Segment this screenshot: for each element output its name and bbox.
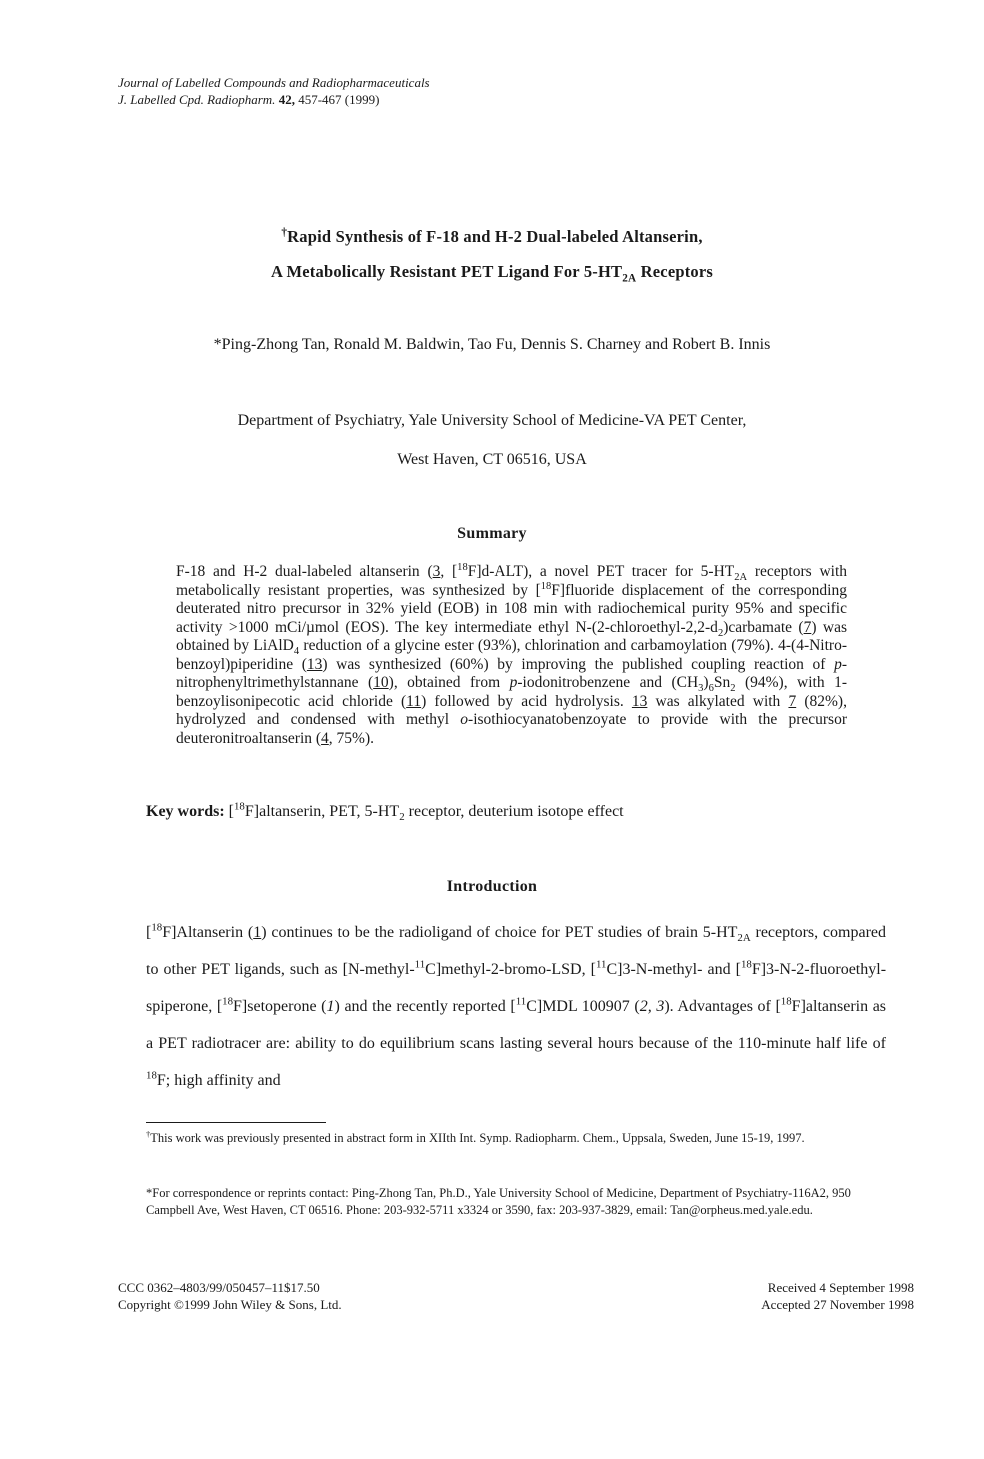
compound-ref: 4 (321, 729, 329, 747)
compound-ref: 11 (406, 692, 422, 710)
compound-ref: 10 (373, 674, 389, 691)
compound-ref: 7 (803, 618, 812, 636)
journal-name: Journal of Labelled Compounds and Radiopharmaceuticals (118, 75, 430, 90)
introduction-heading: Introduction (446, 878, 538, 895)
journal-pages: 457-467 (1999) (298, 92, 380, 107)
citation-ref: 1 (326, 998, 335, 1015)
citation-ref: 2, 3 (639, 998, 665, 1015)
summary-text: F-18 and H-2 dual-labeled altanserin (3, [$^{18}$F]d-ALT), a novel PET tracer for $5-HT_{2A}$ receptors with metabolically resistant properties, was synthesized by [$^{18}$F]fluoride displacement of the corresponding deuterated nitro precursor in 32% yield (EOB) in 108 min with radiochemical purity 95% and specific activity >1000 mCi/µmol (EOS). The key intermediate ethyl $N-(2-chloroethyl-2,2-d_2)carbamate$ (7) was obtained by LiAlD$_4$ reduction of a glycine ester (93%), chlorination and carbamoylation (79%). 4-(4-Nitro-benzoyl)piperidine (13) was synthesized (60%) by improving the published coupling reaction of p-nitrophenyltrimethylstannane (10), obtained from p-iodonitrobenzene and $(CH_3)_6Sn_2$ (94%), with 1-benzoylisonipecotic acid chloride (11) followed by acid hydrolysis. 13 was alkylated with 7 (82%), hydrolyzed and condensed with methyl o-isothiocyanatobenzoyate to provide with the precursor deuteronitroaltanserin (4, 75%). (176, 561, 848, 747)
compound-ref: 13 (631, 692, 648, 710)
copyright-block (118, 1279, 342, 1313)
compound-ref: 13 (306, 655, 323, 673)
introduction-text: [$^{18}$F]Altanserin (1) continues to be the radioligand of choice for PET studies of brain $5-HT_{2A}$ receptors, compared to other PET ligands, such as [N-methyl-$^{11}$C]methyl-2-bromo-LSD, [$^{11}$C]3-N-methyl- and [$^{18}$F]3-N-2-fluoroethyl- spiperone, [$^{18}$F]setoperone (1) and the recently reported [$^{11}$C]MDL 100907 (2, 3). Advantages of [$^{18}$F]altanserin as a PET radiotracer are: ability to do equilibrium scans lasting several hours because of the 110-minute half life of $^{18}$F; high affinity and (146, 921, 887, 1089)
accepted-date: Accepted 27 November 1998 (761, 1297, 914, 1312)
keywords-label: Key words: (146, 803, 225, 820)
title-text-2b: Receptors (640, 262, 714, 281)
title-subscript: 2A (622, 272, 637, 285)
footnote-2: *For correspondence or reprints contact: Ping-Zhong Tan, Ph.D., Yale University School of Medicine, Department of Psychiatry-116A2, 950 Campbell Ave, West Haven, CT 06516. Phone: 203-932-5711 x3324 or 3590, fax: 203-937-3829, email: Tan@orpheus.med.yale.edu. (146, 1186, 851, 1217)
journal-citation (118, 91, 430, 108)
compound-ref: 3 (432, 563, 441, 580)
journal-abbrev: J. Labelled Cpd. Radiopharm. (118, 92, 276, 107)
copyright-line: Copyright ©1999 John Wiley & Sons, Ltd. (118, 1297, 342, 1312)
title-text-2a: A Metabolically Resistant PET Ligand For 5-HT (270, 262, 623, 281)
paper-title-line2 (0, 262, 984, 285)
compound-ref: 1 (253, 924, 262, 941)
keywords: Key words: [$^{18}$F]altanserin, PET, $5-HT_2$ receptor, deuterium isotope effect (146, 800, 624, 824)
paper-title-line1 (0, 227, 984, 247)
dates-block (761, 1279, 914, 1313)
received-date: Received 4 September 1998 (767, 1280, 914, 1295)
journal-header (118, 74, 430, 108)
title-text-1: Rapid Synthesis of F-18 and H-2 Dual-labeled Altanserin, (287, 227, 703, 246)
dagger-mark: † (281, 226, 288, 239)
compound-ref: 7 (788, 692, 797, 710)
footnote-1: †This work was previously presented in abstract form in XIIth Int. Symp. Radiopharm. Chem., Uppsala, Sweden, June 15-19, 1997. (146, 1128, 805, 1145)
affiliation-line1: Department of Psychiatry, Yale University School of Medicine-VA PET Center, (237, 412, 747, 429)
affiliation-line2: West Haven, CT 06516, USA (397, 451, 587, 468)
journal-volume: 42, (278, 92, 295, 107)
ccc-code: CCC 0362–4803/99/050457–11$17.50 (118, 1280, 320, 1295)
footnote-rule (146, 1122, 326, 1123)
summary-heading: Summary (457, 525, 527, 542)
author-list: *Ping-Zhong Tan, Ronald M. Baldwin, Tao Fu, Dennis S. Charney and Robert B. Innis (213, 336, 771, 353)
